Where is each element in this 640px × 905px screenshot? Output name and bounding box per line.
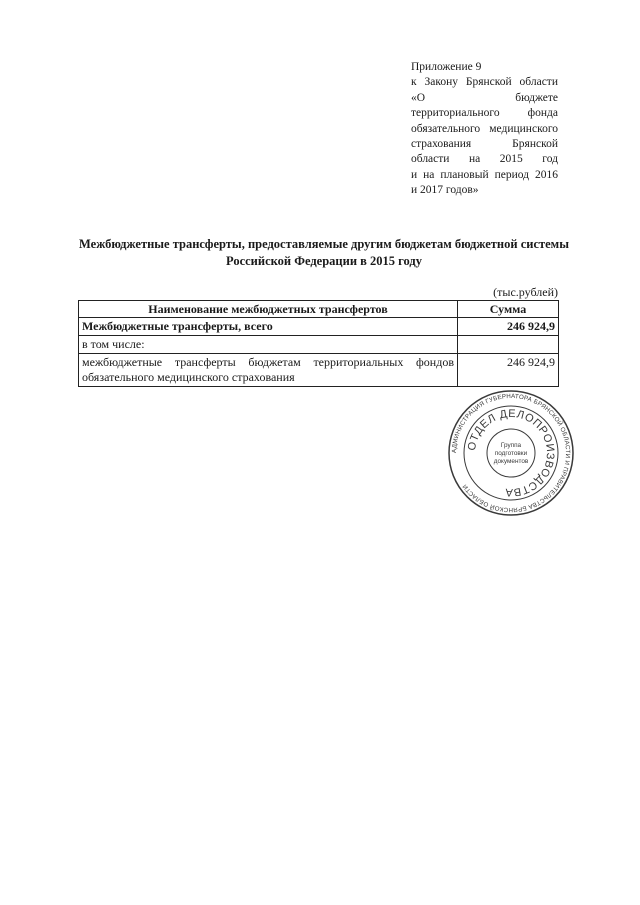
annex-reference bbox=[411, 60, 558, 199]
annex-line: и 2017 годов» bbox=[411, 184, 479, 197]
row-name: Межбюджетные трансферты, всего bbox=[79, 318, 458, 336]
row-name: в том числе: bbox=[79, 336, 458, 354]
annex-line: страхования Брянской bbox=[411, 138, 558, 151]
row-name bbox=[79, 354, 458, 387]
row-name-line: межбюджетные трансферты бюджетам территориальных фондов bbox=[82, 355, 454, 369]
table-header-row bbox=[79, 301, 559, 318]
transfers-table bbox=[78, 300, 559, 387]
table-row bbox=[79, 336, 559, 354]
stamp-center-line: Группа bbox=[500, 442, 522, 449]
document-title bbox=[70, 236, 578, 270]
row-amount bbox=[458, 336, 559, 354]
units-label: (тыс.рублей) bbox=[493, 285, 558, 299]
header-name: Наименование межбюджетных трансфертов bbox=[79, 301, 458, 318]
table-row bbox=[79, 318, 559, 336]
table-row bbox=[79, 354, 559, 387]
office-stamp bbox=[446, 388, 576, 518]
header-amount: Сумма bbox=[458, 301, 559, 318]
annex-line: территориального фонда bbox=[411, 107, 558, 120]
row-amount: 246 924,9 bbox=[458, 354, 559, 387]
annex-line: «О бюджете bbox=[411, 91, 558, 104]
stamp-outer-text: АДМИНИСТРАЦИЯ ГУБЕРНАТОРА БРЯНСКОЙ ОБЛАСТИ И ПРАВИТЕЛЬСТВА БРЯНСКОЙ ОБЛАСТИ bbox=[450, 392, 572, 514]
row-amount: 246 924,9 bbox=[458, 318, 559, 336]
row-name-line: обязательного медицинского страхования bbox=[82, 370, 295, 384]
annex-line: Приложение 9 bbox=[411, 61, 482, 73]
stamp-center-line: подготовки bbox=[494, 450, 528, 457]
annex-line: обязательного медицинского bbox=[411, 122, 558, 135]
title-line: Межбюджетные трансферты, предоставляемые другим бюджетам бюджетной системы bbox=[79, 237, 569, 251]
annex-line: и на плановый период 2016 bbox=[411, 168, 558, 181]
title-line: Российской Федерации в 2015 году bbox=[226, 254, 422, 268]
annex-line: области на 2015 год bbox=[411, 153, 558, 166]
annex-line: к Закону Брянской области bbox=[411, 76, 558, 89]
stamp-center-line: документов bbox=[493, 458, 529, 465]
stamp-inner-text: ОТДЕЛ ДЕЛОПРОИЗВОДСТВА bbox=[465, 407, 557, 499]
